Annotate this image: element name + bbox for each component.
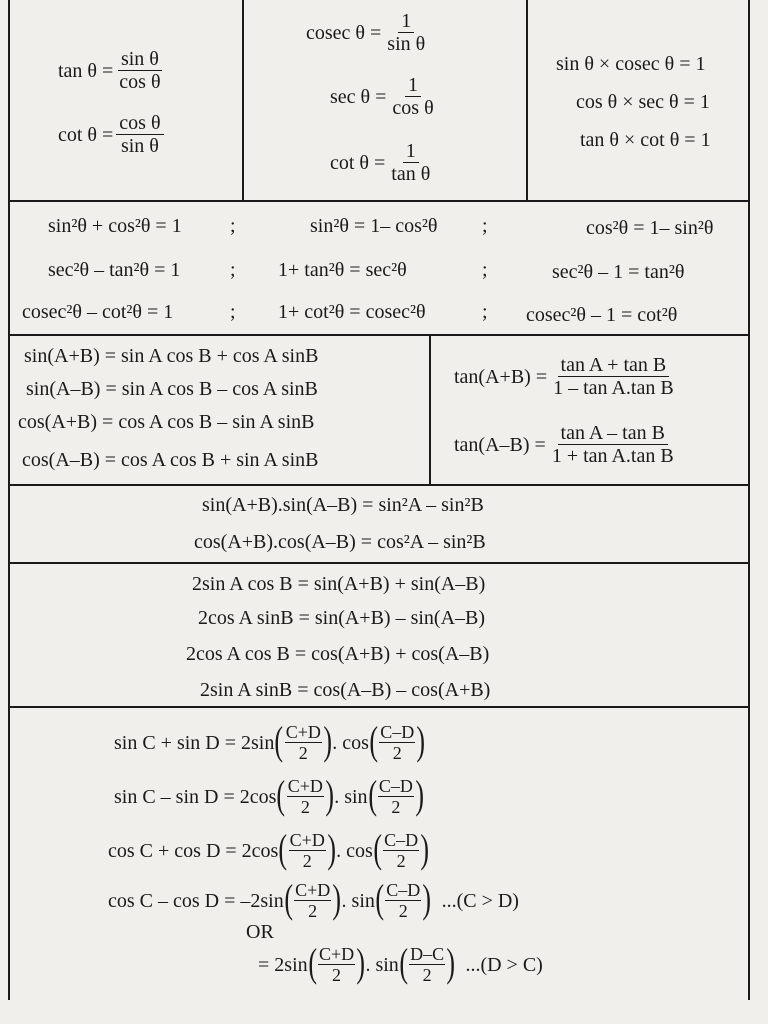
denominator: 2 <box>392 743 402 763</box>
numerator: C–D <box>380 722 415 742</box>
condition: ...(D > C) <box>465 953 543 976</box>
eq-lhs: = 2sin <box>258 953 308 976</box>
left-paren: ( <box>369 717 378 763</box>
right-paren: ) <box>422 875 432 921</box>
eq-lhs: cosec θ = <box>306 21 382 44</box>
product-cos-identity: cos(A+B).cos(A–B) = cos²A – sin²B <box>194 531 486 553</box>
numerator: C–D <box>384 830 419 850</box>
denominator: cos θ <box>392 97 434 119</box>
divider-1b <box>526 0 528 200</box>
or-label: OR <box>246 921 274 943</box>
left-paren: ( <box>307 939 317 985</box>
numerator: D–C <box>410 944 445 964</box>
left-paren: ( <box>399 939 408 985</box>
numerator: 1 <box>403 140 419 163</box>
denominator: 2 <box>391 797 401 817</box>
sum-to-product-4: cos C – cos D = –2sin ( $\frac{C+D}{2}$ ) . sin ( $\frac{C-D}{2}$ ) ...(C > D) <box>108 875 519 921</box>
rule-2 <box>8 334 750 336</box>
denominator: 2 <box>396 851 406 871</box>
separator: ; <box>482 259 488 281</box>
cot-ratio <box>58 112 167 157</box>
numerator: C+D <box>289 830 325 850</box>
cosec-reciprocal <box>306 10 431 55</box>
numerator: tan A – tan B <box>558 422 668 445</box>
pyth-row-1-c: cos²θ = 1– sin²θ <box>586 217 714 239</box>
right-border <box>748 0 750 1000</box>
cos-a-minus-b: cos(A–B) = cos A cos B + sin A sinB <box>22 449 319 471</box>
tan-ratio <box>58 48 167 93</box>
left-border <box>8 0 10 1000</box>
product-to-sum-4: 2sin A sinB = cos(A–B) – cos(A+B) <box>200 679 491 701</box>
left-paren: ( <box>276 771 286 817</box>
cos-a-plus-b: cos(A+B) = cos A cos B – sin A sinB <box>18 411 315 433</box>
separator: ; <box>482 215 488 237</box>
divider-1a <box>242 0 244 200</box>
eq-lhs: sin C + sin D = 2sin <box>114 731 275 754</box>
denominator: sin θ <box>387 33 426 55</box>
left-paren: ( <box>373 825 382 871</box>
right-paren: ) <box>327 825 336 871</box>
right-paren: ) <box>356 939 366 985</box>
eq-lhs: tan(A–B) = <box>454 433 546 456</box>
pyth-row-2-b: 1+ tan²θ = sec²θ <box>278 259 407 281</box>
rule-3 <box>8 484 750 486</box>
rule-1 <box>8 200 750 202</box>
separator: ; <box>230 301 236 323</box>
product-to-sum-3: 2cos A cos B = cos(A+B) + cos(A–B) <box>186 643 490 665</box>
numerator: C–D <box>386 880 421 900</box>
func: cos <box>346 839 373 862</box>
product-sin-identity: sin(A+B).sin(A–B) = sin²A – sin²B <box>202 494 484 516</box>
numerator: C+D <box>285 722 321 742</box>
func: sin <box>351 889 375 912</box>
func: sin <box>375 953 399 976</box>
left-paren: ( <box>367 771 377 817</box>
tan-a-minus-b <box>454 422 680 467</box>
cot-reciprocal <box>330 140 436 185</box>
func: cos <box>342 731 369 754</box>
pyth-row-1-b: sin²θ = 1– cos²θ <box>310 215 438 237</box>
denominator: 2 <box>332 965 342 985</box>
numerator: 1 <box>398 10 414 33</box>
sin-a-plus-b: sin(A+B) = sin A cos B + cos A sinB <box>24 345 319 367</box>
eq-lhs: sec θ = <box>330 85 387 108</box>
sec-reciprocal <box>330 74 440 119</box>
product-sin-cosec: sin θ × cosec θ = 1 <box>556 53 706 75</box>
sum-to-product-1: sin C + sin D = 2sin ( $\frac{C+D}{2}$ ) . cos ( $\frac{C-D}{2}$ ) <box>114 717 426 763</box>
numerator: C+D <box>287 776 323 796</box>
eq-lhs: sin C – sin D = 2cos <box>114 785 277 808</box>
right-paren: ) <box>415 771 424 817</box>
denominator: 2 <box>308 901 318 921</box>
denominator: 2 <box>422 965 432 985</box>
sum-to-product-3: cos C + cos D = 2cos ( $\frac{C+D}{2}$ ) . cos ( $\frac{C-D}{2}$ ) <box>108 825 430 871</box>
separator: ; <box>230 259 236 281</box>
numerator: 1 <box>405 74 421 97</box>
pyth-row-3-c: cosec²θ – 1 = cot²θ <box>526 304 678 326</box>
rule-5 <box>8 706 750 708</box>
numerator: cos θ <box>116 112 163 135</box>
denominator: 2 <box>398 901 408 921</box>
right-paren: ) <box>420 825 430 871</box>
left-paren: ( <box>274 717 284 763</box>
eq-lhs: cot θ = <box>58 123 114 146</box>
product-to-sum-1: 2sin A cos B = sin(A+B) + sin(A–B) <box>192 573 486 595</box>
sum-to-product-alt: = 2sin ( $\frac{C+D}{2}$ ) . sin ( $\frac{D-C}{2}$ ) ...(D > C) <box>258 939 543 985</box>
right-paren: ) <box>446 939 456 985</box>
numerator: sin θ <box>118 48 162 71</box>
eq-lhs: cos C + cos D = 2cos <box>108 839 279 862</box>
denominator: 2 <box>302 851 312 871</box>
sum-to-product-2: sin C – sin D = 2cos ( $\frac{C+D}{2}$ ) . sin ( $\frac{C-D}{2}$ ) <box>114 771 424 817</box>
numerator: tan A + tan B <box>558 354 670 377</box>
eq-lhs: tan θ = <box>58 59 114 82</box>
right-paren: ) <box>416 717 426 763</box>
separator: ; <box>230 215 236 237</box>
product-tan-cot: tan θ × cot θ = 1 <box>580 129 711 151</box>
eq-lhs: tan(A+B) = <box>454 365 548 388</box>
product-cos-sec: cos θ × sec θ = 1 <box>576 91 710 113</box>
numerator: C+D <box>295 880 331 900</box>
left-paren: ( <box>375 875 384 921</box>
numerator: C+D <box>318 944 355 964</box>
numerator: C–D <box>378 776 413 796</box>
func: sin <box>344 785 368 808</box>
separator: ; <box>482 301 488 323</box>
pyth-row-2-a: sec²θ – tan²θ = 1 <box>48 259 181 281</box>
formula-sheet <box>8 0 750 1000</box>
eq-lhs: cot θ = <box>330 151 386 174</box>
eq-lhs: cos C – cos D = –2sin <box>108 889 284 912</box>
rule-4 <box>8 562 750 564</box>
pyth-row-3-a: cosec²θ – cot²θ = 1 <box>22 301 174 323</box>
right-paren: ) <box>332 875 342 921</box>
condition: ...(C > D) <box>441 889 519 912</box>
pyth-row-1-a: sin²θ + cos²θ = 1 <box>48 215 182 237</box>
tan-a-plus-b <box>454 354 680 399</box>
denominator: cos θ <box>119 71 161 93</box>
left-paren: ( <box>284 875 293 921</box>
denominator: sin θ <box>120 135 159 157</box>
divider-3 <box>429 335 431 485</box>
right-paren: ) <box>323 717 332 763</box>
left-paren: ( <box>278 825 288 871</box>
pyth-row-2-c: sec²θ – 1 = tan²θ <box>552 261 685 283</box>
product-to-sum-2: 2cos A sinB = sin(A+B) – sin(A–B) <box>198 607 486 629</box>
denominator: 1 + tan A.tan B <box>551 445 674 467</box>
pyth-row-3-b: 1+ cot²θ = cosec²θ <box>278 301 426 323</box>
sin-a-minus-b: sin(A–B) = sin A cos B – cos A sinB <box>26 378 318 400</box>
denominator: 1 – tan A.tan B <box>553 377 674 399</box>
denominator: tan θ <box>391 163 431 185</box>
right-paren: ) <box>325 771 334 817</box>
denominator: 2 <box>298 743 308 763</box>
denominator: 2 <box>300 797 310 817</box>
